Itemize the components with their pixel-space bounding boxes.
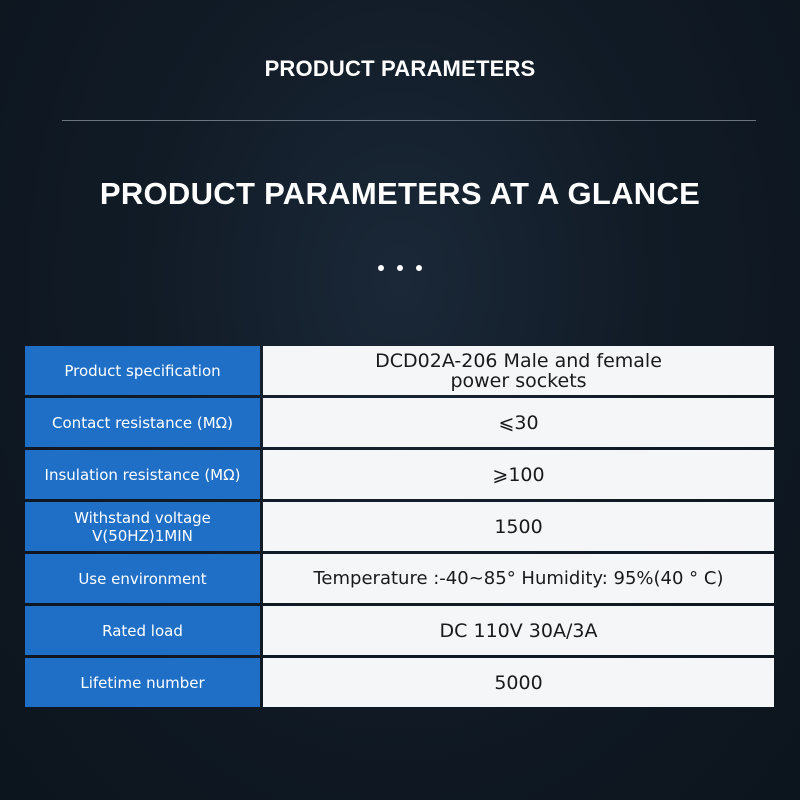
row-value-cell — [263, 606, 774, 655]
table-row-withstand-voltage — [25, 502, 774, 551]
row-label-cell — [25, 502, 260, 551]
dot-icon — [416, 265, 422, 271]
table-row-insulation-resistance — [25, 450, 774, 499]
row-label-cell — [25, 658, 260, 707]
row-value-cell — [263, 346, 774, 395]
row-label-cell — [25, 346, 260, 395]
row-value: 1500 — [494, 515, 543, 538]
row-label-cell — [25, 554, 260, 603]
table-row-product-specification — [25, 346, 774, 395]
row-value-cell — [263, 398, 774, 447]
decorative-dots — [0, 265, 800, 271]
row-value: 5000 — [494, 671, 543, 694]
row-value: ⩽30 — [498, 411, 539, 434]
header-title: PRODUCT PARAMETERS — [264, 56, 536, 81]
page-title: PRODUCT PARAMETERS AT A GLANCE — [99, 176, 701, 211]
row-label-cell — [25, 398, 260, 447]
row-value: DC 110V 30A/3A — [439, 619, 598, 642]
row-label: Rated load — [102, 621, 183, 640]
row-value-cell — [263, 450, 774, 499]
row-value-cell — [263, 658, 774, 707]
row-value-cell — [263, 502, 774, 551]
row-value: Temperature :-40~85° Humidity: 95%(40 ° C) — [313, 567, 724, 589]
row-label: Use environment — [78, 569, 207, 588]
table-row-use-environment — [25, 554, 774, 603]
row-label: Withstand voltage V(50HZ)1MIN — [74, 508, 211, 545]
row-value: ⩾100 — [492, 463, 545, 486]
dot-icon — [378, 265, 384, 271]
row-label: Contact resistance (MΩ) — [52, 413, 233, 432]
row-label: Lifetime number — [80, 673, 205, 692]
row-label: Product specification — [64, 361, 221, 380]
parameters-table — [25, 346, 774, 707]
row-label-cell — [25, 450, 260, 499]
table-row-lifetime-number — [25, 658, 774, 707]
row-value-cell — [263, 554, 774, 603]
row-label-cell — [25, 606, 260, 655]
dot-icon — [397, 265, 403, 271]
table-row-contact-resistance — [25, 398, 774, 447]
row-value: DCD02A-206 Male and female power sockets — [375, 349, 662, 392]
row-label: Insulation resistance (MΩ) — [44, 465, 241, 484]
table-row-rated-load — [25, 606, 774, 655]
header-divider — [62, 120, 756, 121]
